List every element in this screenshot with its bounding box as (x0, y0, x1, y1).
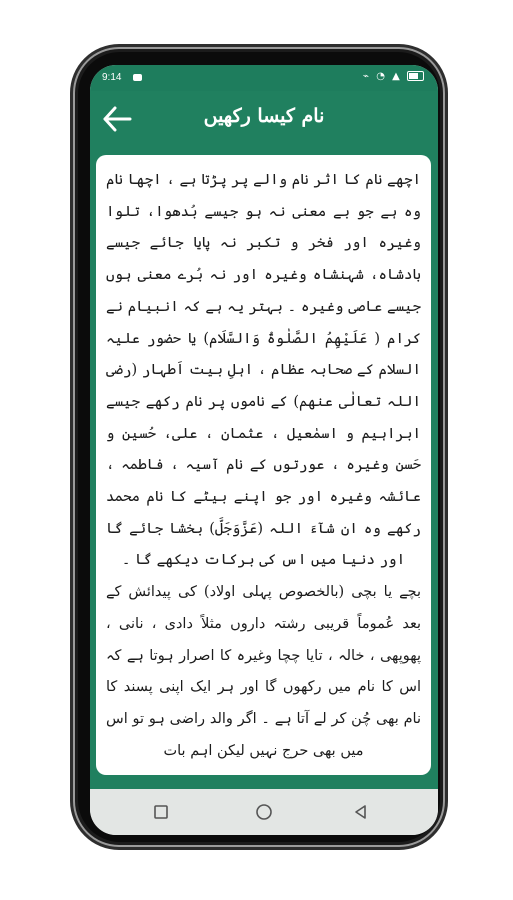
triangle-back-icon (353, 804, 369, 820)
status-time: 9:14 (102, 72, 122, 83)
system-nav-bar (90, 789, 438, 835)
circle-icon (255, 803, 273, 821)
status-icons (363, 71, 424, 82)
notification-icon (133, 74, 142, 81)
article-paragraph: بچے یا بچی (بالخصوص پہلی اولاد) کی پیدائش کے بعد عُموماً قریبی رشتہ داروں مثلاً دادی ، نانی ، پھوپھی ، خالہ ، تایا چچا وغیرہ کا اصرار ہوتا ہے کہ اس کا نام میں رکھوں گا اور ہر ایک اپنی پسند کا نام بھی چُن کر لے آتا ہے ۔ اگر والد راضی ہو تو اس میں بھی حرج نہیں لیکن اہم بات (106, 584, 421, 759)
article-text (106, 165, 421, 767)
app-bar (90, 91, 438, 149)
home-button[interactable] (251, 799, 277, 825)
phone-screen (90, 65, 438, 835)
status-glyphs: ⌁ ◔ ▲ (363, 71, 402, 82)
status-bar (90, 65, 438, 91)
article-paragraph: اچھے نام کا اثر نام والے پر پڑتا ہے ، اچھا نام وہ ہے جو بے معنی نہ ہو جیسے بُدھوا، تلوا وغیرہ اور فخر و تکبر نہ پایا جائے جیسے بادشاہ، شہنشاہ وغیرہ اور نہ بُرے معنی ہوں جیسے عاصی وغیرہ ۔ بہتر یہ ہے کہ انبیام نے کرام ( عَلَیْهِمُ الصَّلٰوةُ وَالسَّلَام) یا حضور علیہ السلام کے صحابہ عظام ، اہلِ بیت اَطہار (رضی اللہ تعالٰی عنھم) کے ناموں پر نام رکھے جیسے ابراہیم و اسمٰعیل ، عثمان ، علی، حُسین و حَسن وغیرہ ، عورتوں کے نام آسیہ ، فاطمہ ، عائشہ وغیرہ اور جو اپنے بیٹے کا نام محمد رکھے وہ ان شآءَ اللہ (عَزَّوَجَلَّ) بخشا جائے گا اور دنیا میں اس کی برکات دیکھے گا ۔ (106, 172, 421, 569)
system-back-button[interactable] (348, 799, 374, 825)
square-icon (153, 804, 169, 820)
page-title: نام کیسا رکھیں (203, 105, 325, 127)
battery-icon (407, 71, 424, 81)
recents-button[interactable] (148, 799, 174, 825)
article-card[interactable] (96, 155, 431, 775)
